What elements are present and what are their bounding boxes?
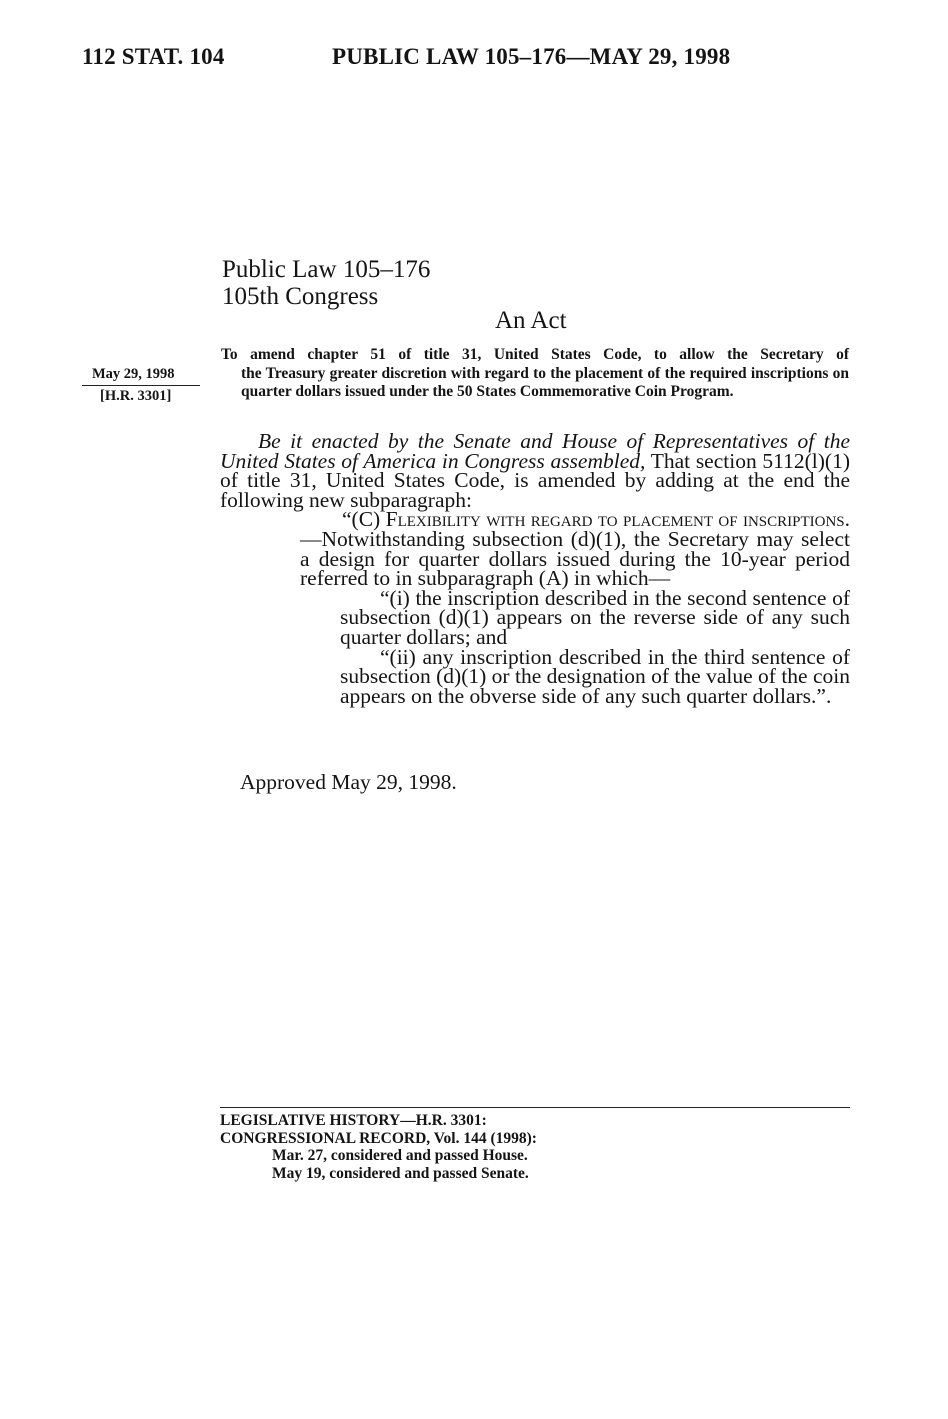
clause-ii: “(ii) any inscription described in the third sentence of subsection (d)(1) or the designation of the value of the coin appears on the obverse side of any such quarter dollars.”.	[340, 644, 850, 708]
history-entry: Mar. 27, considered and passed House.	[272, 1147, 528, 1164]
legislative-history	[220, 1112, 537, 1182]
history-divider	[220, 1107, 850, 1108]
congress-number: 105th Congress	[222, 283, 379, 310]
running-header: PUBLIC LAW 105–176—MAY 29, 1998	[332, 44, 731, 69]
subparagraph-c-open: “(C)	[342, 507, 386, 532]
act-purpose	[221, 346, 849, 402]
approval-date: Approved May 29, 1998.	[240, 770, 457, 794]
margin-date: May 29, 1998	[92, 366, 175, 382]
subparagraph-c-heading: Flexibility with regard to placement of inscriptions.	[385, 507, 851, 532]
act-heading: An Act	[495, 307, 567, 334]
act-body	[220, 429, 851, 708]
enacting-clause: Be it enacted by the Senate and House of Representatives of the United States of America in Congress assembled,	[220, 429, 850, 473]
law-number: Public Law 105–176	[222, 256, 431, 283]
congressional-record: CONGRESSIONAL RECORD, Vol. 144 (1998):	[220, 1129, 537, 1147]
margin-divider	[82, 385, 200, 386]
clause-i: “(i) the inscription described in the second sentence of subsection (d)(1) appears on the reverse side of any such quarter dollars; and	[340, 585, 850, 649]
law-title-block	[222, 256, 430, 310]
subparagraph-c-text: —Notwithstanding subsection (d)(1), the Secretary may select a design for quarter dollars issued during the 10-year period referred to in subparagraph (A) in which—	[300, 526, 850, 591]
page-stat-citation: 112 STAT. 104	[82, 44, 225, 69]
enacting-text: That section 5112(l)(1) of title 31, United States Code, is amended by adding at the end the following new subparagraph:	[220, 448, 850, 512]
history-entry: May 19, considered and passed Senate.	[272, 1164, 529, 1182]
margin-bill-number: [H.R. 3301]	[100, 388, 172, 404]
history-heading: LEGISLATIVE HISTORY—H.R. 3301:	[220, 1112, 487, 1129]
purpose-continuation: the Treasury greater discretion with regard to the placement of the required inscriptions on quarter dollars issued under the 50 States Commemorative Coin Program.	[241, 364, 849, 400]
purpose-first-line: To amend chapter 51 of title 31, United States Code, to allow the Secretary of	[221, 346, 849, 363]
enacting-paragraph	[220, 429, 850, 512]
subparagraph-c	[220, 507, 851, 591]
